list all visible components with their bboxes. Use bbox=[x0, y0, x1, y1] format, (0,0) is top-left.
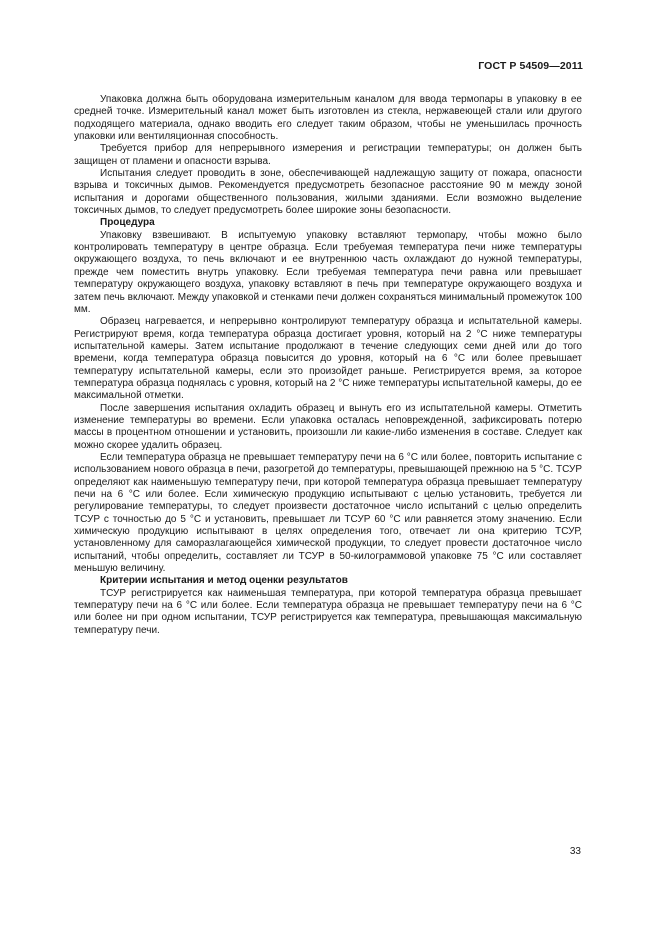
paragraph-recording-device: Требуется прибор для непрерывного измерения и регистрации температуры; он должен быть защищен от пламени и опасности взрыва. bbox=[74, 143, 582, 167]
page-number: 33 bbox=[569, 846, 581, 857]
paragraph-heating: Образец нагревается, и непрерывно контролируют температуру образца и испытательной камеры. Регистрируют время, когда температура образца достигает уровня, который на 2 °С ниже температуры испытательной камеры. Затем испытание продолжают в течение следующих семи дней или до того времени, когда температура образца повысится до уровня, который на 6 °С или более превышает температуру испытательной камеры, если это произойдет раньше. Регистрируется время, за которое температура образца поднялась с уровня, который на 2 °С ниже температуры испытательной камеры, до ее максимальной отметки. bbox=[74, 316, 582, 402]
body-text bbox=[74, 94, 582, 637]
paragraph-packaging: Упаковка должна быть оборудована измерительным каналом для ввода термопары в упаковку в ее средней точке. Измерительный канал может быть изготовлен из стекла, нержавеющей стали или другого подходящего материала, однако вводить его следует таким образом, чтобы не уменьшилась прочность упаковки или вентиляционная способность. bbox=[74, 94, 582, 143]
paragraph-weighing: Упаковку взвешивают. В испытуемую упаковку вставляют термопару, чтобы можно было контролировать температуру в центре образца. Если требуемая температура печи ниже температуры окружающего воздуха, то печь включают и ее внутреннюю часть охлаждают до нужной температуры, прежде чем поместить внутрь упаковку. Если требуемая температура печи равна или превышает температуру окружающего воздуха, упаковку вставляют в печь при температуре окружающего воздуха и затем печь включают. Между упаковкой и стенками печи должен сохраняться минимальный промежуток 100 мм. bbox=[74, 229, 582, 315]
paragraph-criteria: ТСУР регистрируется как наименьшая температура, при которой температура образца превышает температуру печи на 6 °С или более. Если температура образца не превышает температуру печи на 6 °С или более ни при одном испытании, ТСУР регистрируется как температура, превышающая максимальную температуру печи. bbox=[74, 587, 582, 636]
standard-header: ГОСТ Р 54509—2011 bbox=[478, 60, 583, 72]
paragraph-cooling: После завершения испытания охладить образец и вынуть его из испытательной камеры. Отметить изменение температуры во времени. Если упаковка осталась неповрежденной, зафиксировать потерю массы в процентном отношении и установить, произошли ли какие-либо изменения в составе. Следует как можно скорее удалить образец. bbox=[74, 402, 582, 451]
section-heading-criteria: Критерии испытания и метод оценки результатов bbox=[100, 575, 348, 587]
paragraph-repeat-test: Если температура образца не превышает температуру печи на 6 °С или более, повторить испытание с использованием нового образца в печи, разогретой до температуры, превышающей прежнюю на 5 °С. ТСУР определяют как наименьшую температуру печи, при которой температура образца превышает температуру печи на 6 °С или более. Если химическую продукцию испытывают с целью установить, требуется ли регулирование температуры, то следует произвести достаточное число испытаний с целью определить ТСУР с точностью до 5 °С и установить, превышает ли ТСУР 60 °С или равняется этому значению. Если химическую продукцию испытывают в целях определения того, отвечает ли она критерию ТСУР, установленному для саморазлагающейся химической продукции, то следует провести достаточное число испытаний, чтобы определить, составляет ли ТСУР в 50-килограммовой упаковке 75 °С или составляет меньшую величину. bbox=[74, 451, 582, 575]
paragraph-safety-zone: Испытания следует проводить в зоне, обеспечивающей надлежащую защиту от пожара, опасности взрыва и токсичных дымов. Рекомендуется предусмотреть безопасное расстояние 90 м между зоной испытания и дорогами общественного пользования, жилыми зданиями. Если возможно выделение токсичных дымов, то следует предусмотреть более широкие зоны безопасности. bbox=[74, 168, 582, 217]
section-heading-procedure: Процедура bbox=[100, 217, 155, 229]
